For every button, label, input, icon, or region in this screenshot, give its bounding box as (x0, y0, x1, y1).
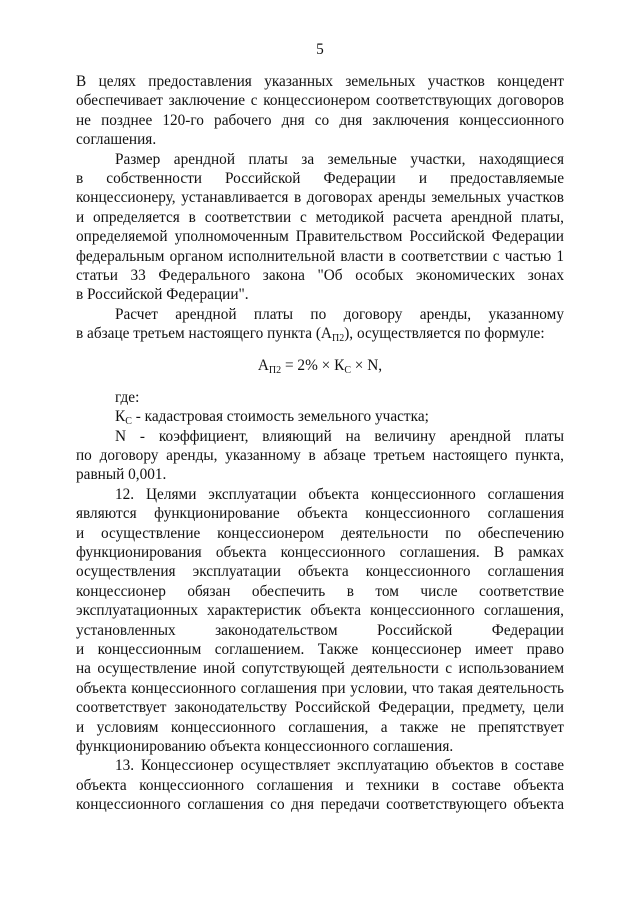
paragraph-rent-amount (76, 150, 564, 305)
text-line: не позднее 120-го рабочего дня со дня заключения концессионного (76, 111, 564, 129)
text-line: концессионного соглашения со дня передачи соответствующего объекта (76, 796, 564, 814)
text-fragment: в абзаце третьем настоящего пункта (А (76, 325, 332, 343)
text-line: 12. Целями эксплуатации объекта концессионного соглашения (115, 485, 564, 503)
text-line: соглашения. (76, 131, 157, 149)
text-line: в Российской Федерации". (76, 286, 249, 304)
text-line: и определяется в соответствии с методикой расчета арендной платы, (76, 208, 564, 226)
subscript: П2 (331, 333, 345, 345)
paragraph-land-plots-lease-agreements (76, 72, 564, 150)
text-line: статьи 33 Федерального закона "Об особых экономических зонах (76, 266, 564, 284)
text-line: соответствует законодательству Российской Федерации, предмету, цели (76, 699, 564, 717)
formula-text: = 2% × К (281, 357, 345, 375)
text-line: объекта концессионного соглашения и техники в составе объекта (76, 776, 564, 794)
document-body (76, 72, 564, 814)
paragraph-12-operation-goals (76, 485, 564, 756)
text-line: концессионер обязан обеспечить в том числе соответствие (76, 582, 564, 600)
text-line: и осуществление концессионером деятельности по обеспечению (76, 524, 564, 542)
text-line: по договору аренды, указанному в абзаце третьем настоящего пункта, (76, 447, 564, 465)
text-line: и условиям концессионного соглашения, а также не препятствует (76, 718, 564, 736)
text-line: объекта концессионного соглашения при условии, что такая деятельность (76, 679, 564, 697)
paragraph-13-operation (76, 756, 564, 814)
text-fragment: ), осуществляется по формуле: (344, 325, 545, 343)
formula-definitions (76, 388, 564, 485)
where-label: где: (115, 388, 140, 406)
text-line: концессионеру, устанавливается в договорах аренды земельных участков (76, 189, 564, 207)
text-fragment: - кадастровая стоимость земельного участка; (131, 408, 429, 426)
text-line: установленных законодательством Российской Федерации (76, 621, 564, 639)
definition-kc (76, 407, 564, 426)
text-line: являются функционирование объекта концессионного соглашения (76, 505, 564, 523)
text-line: В целях предоставления указанных земельных участков концедент (76, 73, 564, 90)
formula-symbol: К (115, 408, 126, 426)
text-line: определяемой уполномоченным Правительством Российской Федерации (76, 228, 564, 246)
text-line: обеспечивает заключение с концессионером соответствующих договоров (76, 92, 564, 110)
formula-symbol: А (257, 357, 269, 375)
text-line: осуществления эксплуатации объекта концессионного соглашения (76, 563, 564, 581)
text-line: Размер арендной платы за земельные участки, находящиеся (115, 150, 564, 168)
subscript: С (125, 416, 132, 428)
text-line: эксплуатационных характеристик объекта концессионного соглашения, (76, 602, 564, 620)
subscript: П2 (268, 365, 282, 377)
text-line: N - коэффициент, влияющий на величину арендной платы (115, 427, 564, 445)
text-line: на осуществление иной сопутствующей деятельности с использованием (76, 660, 564, 678)
text-line (76, 324, 564, 343)
paragraph-rent-calculation (76, 305, 564, 344)
page-number: 5 (316, 41, 324, 58)
text-line: и концессионным соглашением. Также концессионер имеет право (76, 640, 564, 658)
text-line: равный 0,001. (76, 466, 167, 484)
formula-text: × N, (350, 357, 383, 375)
text-line: федеральным органом исполнительной власти в соответствии с частью 1 (76, 247, 564, 265)
text-line: функционирования объекта концессионного соглашения. В рамках (76, 543, 564, 561)
text-line: функционированию объекта концессионного соглашения. (76, 737, 454, 755)
text-line: Расчет арендной платы по договору аренды, указанному (115, 305, 564, 323)
rent-formula (76, 356, 564, 375)
subscript: С (344, 365, 351, 377)
text-line: в собственности Российской Федерации и предоставляемые (76, 169, 564, 187)
text-line: 13. Концессионер осуществляет эксплуатацию объектов в составе (115, 757, 564, 775)
